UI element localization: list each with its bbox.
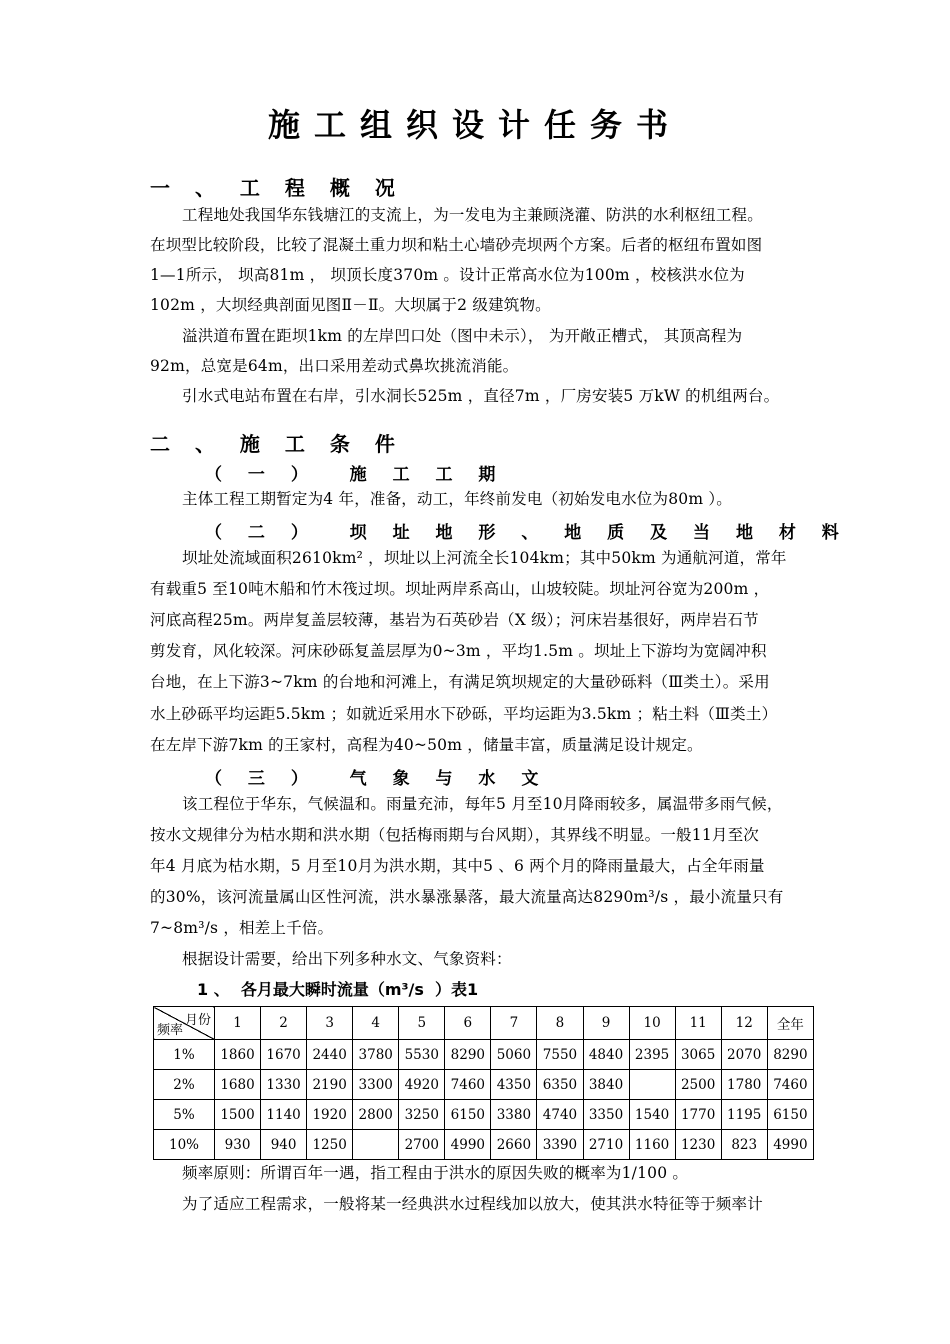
table-caption: 1 、 各月最大瞬时流量（m³/s ）表1: [197, 980, 479, 999]
table-cell: 7550: [537, 1040, 583, 1070]
table-cell: 3300: [353, 1070, 399, 1100]
table-cell: [353, 1130, 399, 1160]
table-cell: 1230: [675, 1130, 721, 1160]
paragraph-line: 为了适应工程需求，一般将某一经典洪水过程线加以放大，使其洪水特征等于频率计: [182, 1195, 763, 1213]
row-label-frequency: 1%: [154, 1040, 215, 1070]
table-cell: 7460: [767, 1070, 813, 1100]
table-cell: 4990: [767, 1130, 813, 1160]
paragraph-line: 引水式电站布置在右岸，引水洞长525m ，直径7m ，厂房安装5 万kW 的机组两台。: [182, 387, 780, 405]
paragraph-line: 7~8m³/s ，相差上千倍。: [150, 919, 334, 937]
row-label-frequency: 5%: [154, 1100, 215, 1130]
table-column-header: 5: [399, 1007, 445, 1040]
table-cell: 2660: [491, 1130, 537, 1160]
paragraph-line: 102m ，大坝经典剖面见图Ⅱ－Ⅱ。大坝属于2 级建筑物。: [150, 296, 551, 314]
table-column-header: 12: [721, 1007, 767, 1040]
table-cell: 6150: [767, 1100, 813, 1130]
section-heading-conditions: 二 、 施 工 条 件: [150, 432, 404, 456]
table-cell: 940: [261, 1130, 307, 1160]
paragraph-line: 1—1所示， 坝高81m ， 坝顶长度370m 。设计正常高水位为100m ，校核洪水位为: [150, 266, 745, 284]
table-cell: 3250: [399, 1100, 445, 1130]
subsection-heading-schedule: （ 一 ） 施 工 工 期: [205, 465, 506, 485]
paragraph-line: 坝址处流域面积2610km² ，坝址以上河流全长104km；其中50km 为通航河道，常年: [182, 549, 787, 567]
table-cell: 2070: [721, 1040, 767, 1070]
corner-label-frequency: 频率: [157, 1023, 184, 1038]
table-column-header: 1: [215, 1007, 261, 1040]
paragraph-line: 溢洪道布置在距坝1km 的左岸凹口处（图中未示）， 为开敞正槽式， 其顶高程为: [182, 327, 743, 345]
table-cell: 1680: [215, 1070, 261, 1100]
paragraph-line: 在左岸下游7km 的王家村，高程为40~50m ，储量丰富，质量满足设计规定。: [150, 736, 703, 754]
table-column-header: 10: [629, 1007, 675, 1040]
paragraph-line: 水上砂砾平均运距5.5km ；如就近采用水下砂砾，平均运距为3.5km ；粘土料（Ⅲ类土）: [150, 705, 778, 723]
monthly-flow-table: [153, 1006, 814, 1160]
paragraph-line: 在坝型比较阶段，比较了混凝土重力坝和粘土心墙砂壳坝两个方案。后者的枢纽布置如图: [150, 236, 763, 254]
table-cell: 4920: [399, 1070, 445, 1100]
table-cell: 823: [721, 1130, 767, 1160]
row-label-frequency: 10%: [154, 1130, 215, 1160]
table-cell: 2710: [583, 1130, 629, 1160]
table-column-header: 4: [353, 1007, 399, 1040]
table-cell: 3840: [583, 1070, 629, 1100]
table-cell: 5530: [399, 1040, 445, 1070]
table-cell: 8290: [445, 1040, 491, 1070]
table-cell: 4840: [583, 1040, 629, 1070]
table-column-header: 6: [445, 1007, 491, 1040]
table-cell: 2700: [399, 1130, 445, 1160]
table-cell: 1770: [675, 1100, 721, 1130]
table-cell: 3780: [353, 1040, 399, 1070]
table-cell: 1670: [261, 1040, 307, 1070]
table-cell: 3350: [583, 1100, 629, 1130]
table-row: [154, 1100, 814, 1130]
table-row: [154, 1130, 814, 1160]
corner-label-month: 月份: [184, 1013, 211, 1028]
table-cell: 1140: [261, 1100, 307, 1130]
table-cell: 2800: [353, 1100, 399, 1130]
paragraph-line: 按水文规律分为枯水期和洪水期（包括梅雨期与台风期），其界线不明显。一般11月至次: [150, 826, 759, 844]
table-column-header: 11: [675, 1007, 721, 1040]
table-column-header: 9: [583, 1007, 629, 1040]
table-column-header: 2: [261, 1007, 307, 1040]
table-cell: 930: [215, 1130, 261, 1160]
table-cell: 7460: [445, 1070, 491, 1100]
paragraph-line: 剪发育，风化较深。河床砂砾复盖层厚为0~3m ，平均1.5m 。坝址上下游均为宽阔冲积: [150, 642, 767, 660]
table-header-row: [154, 1007, 814, 1040]
table-cell: 5060: [491, 1040, 537, 1070]
table-cell: 3390: [537, 1130, 583, 1160]
paragraph-line: 92m，总宽是64m，出口采用差动式鼻坎挑流消能。: [150, 357, 519, 375]
table-cell: 2395: [629, 1040, 675, 1070]
table-column-header: 3: [307, 1007, 353, 1040]
table-column-header: 8: [537, 1007, 583, 1040]
table-cell: 2500: [675, 1070, 721, 1100]
document-title: 施工组织设计任务书: [267, 106, 682, 144]
table-cell: 2440: [307, 1040, 353, 1070]
table-cell: 1195: [721, 1100, 767, 1130]
table-cell: 6150: [445, 1100, 491, 1130]
table-cell: 3380: [491, 1100, 537, 1130]
table-cell: 4990: [445, 1130, 491, 1160]
paragraph-line: 台地，在上下游3~7km 的台地和河滩上，有满足筑坝规定的大量砂砾料（Ⅲ类土）。采用: [150, 673, 770, 691]
table-cell: [629, 1070, 675, 1100]
paragraph-line: 主体工程工期暂定为4 年，准备，动工，年终前发电（初始发电水位为80m ）。: [182, 490, 732, 508]
table-row: [154, 1070, 814, 1100]
subsection-heading-climate: （ 三 ） 气 象 与 水 文: [205, 769, 549, 789]
paragraph-line: 的30%，该河流量属山区性河流，洪水暴涨暴落，最大流量高达8290m³/s ，最小流量只有: [150, 888, 784, 906]
section-heading-overview: 一 、 工 程 概 况: [150, 176, 404, 200]
table-cell: 4740: [537, 1100, 583, 1130]
table-cell: 1780: [721, 1070, 767, 1100]
paragraph-line: 根据设计需要，给出下列多种水文、气象资料：: [182, 950, 512, 968]
paragraph-line: 河底高程25m。两岸复盖层较薄，基岩为石英砂岩（X 级）；河床岩基很好，两岸岩石节: [150, 611, 759, 629]
paragraph-line: 频率原则：所谓百年一遇，指工程由于洪水的原因失败的概率为1/100 。: [182, 1164, 689, 1182]
table-cell: 4350: [491, 1070, 537, 1100]
table-cell: 1160: [629, 1130, 675, 1160]
paragraph-line: 该工程位于华东，气候温和。雨量充沛，每年5 月至10月降雨较多，属温带多雨气候，: [182, 795, 783, 813]
table-corner-cell: [154, 1007, 215, 1040]
table-cell: 1500: [215, 1100, 261, 1130]
table-column-header: 7: [491, 1007, 537, 1040]
table-cell: 6350: [537, 1070, 583, 1100]
table-row: [154, 1040, 814, 1070]
table-cell: 1540: [629, 1100, 675, 1130]
table-cell: 8290: [767, 1040, 813, 1070]
table-column-header: 全年: [767, 1007, 813, 1040]
table-cell: 1860: [215, 1040, 261, 1070]
paragraph-line: 工程地处我国华东钱塘江的支流上，为一发电为主兼顾浇灌、防洪的水利枢纽工程。: [182, 206, 763, 224]
table-cell: 2190: [307, 1070, 353, 1100]
table-cell: 3065: [675, 1040, 721, 1070]
table-cell: 1920: [307, 1100, 353, 1130]
paragraph-line: 有载重5 至10吨木船和竹木筏过坝。坝址两岸系高山，山坡较陡。坝址河谷宽为200m ，: [150, 580, 770, 598]
paragraph-line: 年4 月底为枯水期，5 月至10月为洪水期，其中5 、6 两个月的降雨量最大，占全年雨量: [150, 857, 765, 875]
subsection-heading-site: （ 二 ） 坝 址 地 形 、 地 质 及 当 地 材 料: [205, 523, 849, 543]
table-cell: 1250: [307, 1130, 353, 1160]
table-cell: 1330: [261, 1070, 307, 1100]
row-label-frequency: 2%: [154, 1070, 215, 1100]
